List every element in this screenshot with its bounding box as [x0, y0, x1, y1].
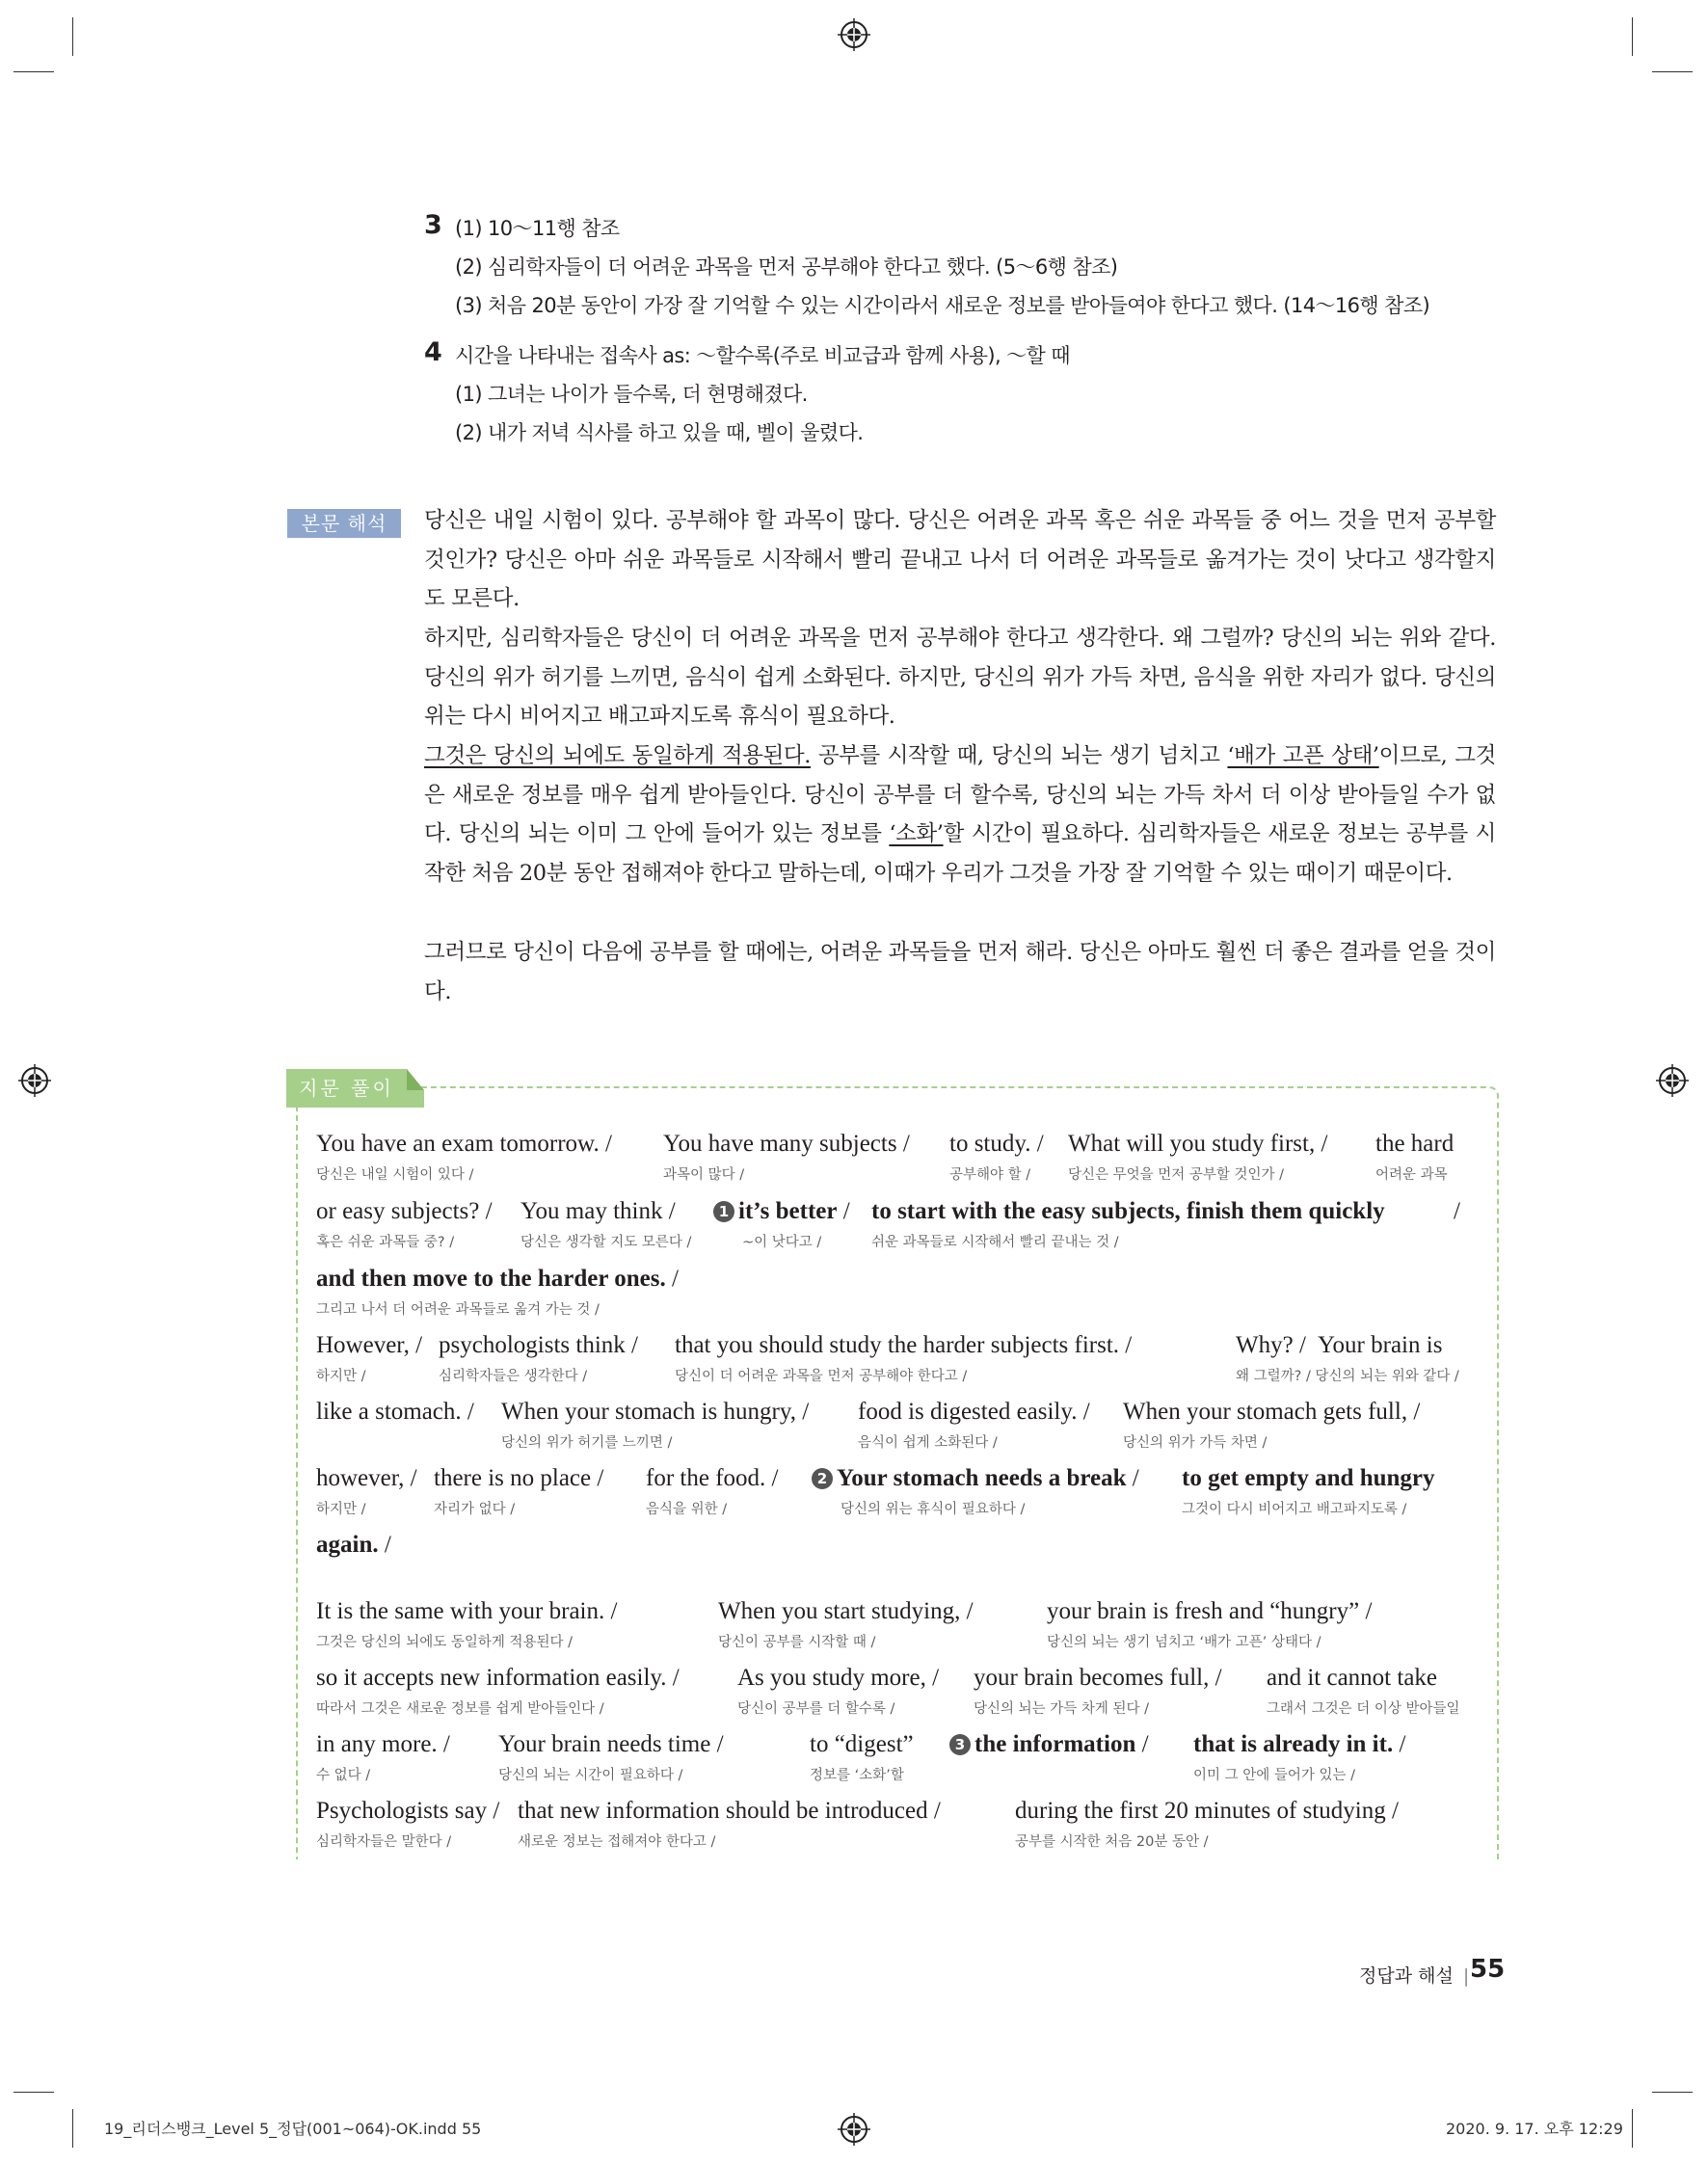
registration-mark-icon: [838, 18, 870, 51]
gloss: 당신의 위는 휴식이 필요하다 /: [841, 1502, 1026, 1517]
underlined-text: 그것은 당신의 뇌에도 동일하게 적용된다.: [424, 743, 811, 768]
underlined-text: ‘소화’: [889, 821, 944, 847]
phrase: your brain is fresh and “hungry” /: [1047, 1598, 1373, 1624]
phrase: Why? /: [1236, 1332, 1306, 1358]
phrase: When you start studying, /: [718, 1598, 974, 1624]
gloss: 음식을 위한 /: [646, 1502, 728, 1517]
phrase: As you study more, /: [737, 1665, 940, 1691]
crop-mark: [72, 2109, 73, 2148]
phrase: and then move to the harder ones. /: [316, 1266, 679, 1292]
gloss: 당신이 공부를 더 할수록 /: [737, 1701, 895, 1717]
phrase: 3 the information /: [949, 1731, 1149, 1758]
phrase: again. /: [316, 1532, 391, 1558]
answer-line: (1) 그녀는 나이가 들수록, 더 현명해졌다.: [455, 383, 808, 406]
gloss: 심리학자들은 생각한다 /: [439, 1369, 588, 1384]
phrase: to start with the easy subjects, finish them quickly: [871, 1198, 1385, 1224]
phrase: 2 Your stomach needs a break /: [812, 1465, 1139, 1492]
phrase: that new information should be introduced /: [518, 1798, 941, 1824]
phrase: to study. /: [949, 1131, 1044, 1157]
file-slug: 19_리더스뱅크_Level 5_정답(001~064)-OK.indd 55: [104, 2120, 482, 2138]
crop-mark: [13, 2092, 54, 2093]
gloss: 새로운 정보는 접해져야 한다고 /: [518, 1834, 716, 1850]
section-title: 정답과 해설 |: [1359, 1965, 1470, 1987]
crop-mark: [1652, 2092, 1693, 2093]
circle-number-icon: 3: [949, 1734, 971, 1755]
answer-number: 4: [424, 337, 442, 367]
phrase: in any more. /: [316, 1731, 450, 1757]
phrase: You have an exam tomorrow. /: [316, 1131, 612, 1157]
circle-number-icon: 2: [812, 1468, 833, 1489]
phrase: or easy subjects? /: [316, 1198, 493, 1224]
gloss: 당신의 위가 허기를 느끼면 /: [501, 1435, 673, 1451]
gloss: 왜 그럴까? / 당신의 뇌는 위와 같다 /: [1236, 1369, 1459, 1384]
gloss: 당신이 공부를 시작할 때 /: [718, 1635, 876, 1650]
phrase: Your brain needs time /: [498, 1731, 724, 1757]
gloss: 당신의 위가 가득 차면 /: [1123, 1435, 1268, 1451]
phrase: that you should study the harder subjects first. /: [675, 1332, 1133, 1358]
gloss: 정보를 ‘소화’할: [810, 1768, 904, 1783]
gloss: ~이 낫다고 /: [742, 1235, 822, 1250]
gloss: 그리고 나서 더 어려운 과목들로 옮겨 가는 것 /: [316, 1302, 600, 1318]
registration-mark-icon: [838, 2113, 870, 2146]
translation-paragraph: 당신은 내일 시험이 있다. 공부해야 할 과목이 많다. 당신은 어려운 과목 혹은 쉬운 과목들 중 어느 것을 먼저 공부할 것인가? 당신은 아마 쉬운 과목들로 시작해서 빨리 끝내고 나서 더 어려운 과목들로 옮겨가는 것이 낫다고 생각할지도 모른다.: [424, 508, 1496, 612]
phrase: Your brain is: [1318, 1332, 1443, 1358]
gloss: 쉬운 과목들로 시작해서 빨리 끝내는 것 /: [871, 1235, 1119, 1250]
gloss: 당신은 내일 시험이 있다 /: [316, 1167, 474, 1183]
phrase: You may think /: [520, 1198, 676, 1224]
gloss: 공부를 시작한 처음 20분 동안 /: [1015, 1834, 1209, 1850]
phrase: You have many subjects /: [663, 1131, 910, 1157]
circle-number-icon: 1: [713, 1201, 734, 1222]
phrase: that is already in it. /: [1193, 1731, 1406, 1757]
translation-paragraph: 그것은 당신의 뇌에도 동일하게 적용된다. 공부를 시작할 때, 당신의 뇌는 생기 넘치고 ‘배가 고픈 상태’이므로, 그것은 새로운 정보를 매우 쉽게 받아들인다. 당신이 공부를 더 할수록, 당신의 뇌는 가득 차서 더 이상 받아들일 수가 없다. 당신의 뇌는 이미 그 안에 들어가 있는 정보를 ‘소화’할 시간이 필요하다. 심리학자들은 새로운 정보는 공부를 시작한 처음 20분 동안 접해져야 한다고 말하는데, 이때가 우리가 그것을 가장 잘 기억할 수 있는 때이기 때문이다.: [424, 743, 1496, 887]
gloss: 따라서 그것은 새로운 정보를 쉽게 받아들인다 /: [316, 1701, 604, 1717]
phrase: and it cannot take: [1267, 1665, 1438, 1691]
gloss: 당신은 생각할 지도 모른다 /: [520, 1235, 692, 1250]
registration-mark-icon: [1656, 1064, 1689, 1097]
phrase: your brain becomes full, /: [974, 1665, 1222, 1691]
answer-line: (1) 10～11행 참조: [455, 217, 620, 240]
gloss: 그래서 그것은 더 이상 받아들일: [1267, 1701, 1460, 1717]
gloss: 음식이 쉽게 소화된다 /: [858, 1435, 998, 1451]
gloss: 자리가 없다 /: [434, 1502, 516, 1517]
gloss: 당신은 무엇을 먼저 공부할 것인가 /: [1068, 1167, 1285, 1183]
gloss: 당신의 뇌는 가득 차게 된다 /: [974, 1701, 1150, 1717]
gloss: 심리학자들은 말한다 /: [316, 1834, 452, 1850]
phrase: like a stomach. /: [316, 1399, 474, 1425]
phrase: Psychologists say /: [316, 1798, 500, 1824]
phrase: 1 it’s better /: [713, 1198, 850, 1225]
phrase: What will you study first, /: [1068, 1131, 1328, 1157]
crop-mark: [1652, 71, 1693, 72]
phrase: for the food. /: [646, 1465, 779, 1491]
phrase: psychologists think /: [439, 1332, 638, 1358]
gloss: 수 없다 /: [316, 1768, 371, 1783]
phrase: When your stomach gets full, /: [1123, 1399, 1421, 1425]
phrase: However, /: [316, 1332, 423, 1358]
phrase: however, /: [316, 1465, 417, 1491]
gloss: 혹은 쉬운 과목들 중? /: [316, 1235, 455, 1250]
translation-paragraph: 하지만, 심리학자들은 당신이 더 어려운 과목을 먼저 공부해야 한다고 생각한다. 왜 그럴까? 당신의 뇌는 위와 같다. 당신의 위가 허기를 느끼면, 음식이 쉽게 소화된다. 하지만, 당신의 위가 가득 차면, 음식을 위한 자리가 없다. 당신의 위는 다시 비어지고 배고파지도록 휴식이 필요하다.: [424, 626, 1496, 730]
gloss: 이미 그 안에 들어가 있는 /: [1193, 1768, 1356, 1783]
gloss: 당신의 뇌는 생기 넘치고 ‘배가 고픈’ 상태다 /: [1047, 1635, 1321, 1650]
gloss: 공부해야 할 /: [949, 1167, 1031, 1183]
phrase: the hard: [1375, 1131, 1454, 1157]
answer-line: (2) 심리학자들이 더 어려운 과목을 먼저 공부해야 한다고 했다. (5～6행 참조): [455, 255, 1118, 279]
crop-mark: [13, 71, 54, 72]
answer-line: 시간을 나타내는 접속사 as: ～할수록(주로 비교급과 함께 사용), ～할 때: [455, 344, 1070, 367]
phrase: so it accepts new information easily. /: [316, 1665, 680, 1691]
registration-mark-icon: [18, 1064, 51, 1097]
phrase: there is no place /: [434, 1465, 604, 1491]
page-number: 55: [1470, 1955, 1506, 1984]
gloss: 하지만 /: [316, 1502, 366, 1517]
phrase: It is the same with your brain. /: [316, 1598, 618, 1624]
phrase: food is digested easily. /: [858, 1399, 1090, 1425]
phrase: to “digest”: [810, 1731, 914, 1757]
phrase: /: [1454, 1198, 1460, 1224]
gloss: 어려운 과목: [1375, 1167, 1448, 1183]
gloss: 당신의 뇌는 시간이 필요하다 /: [498, 1768, 683, 1783]
answer-number: 3: [424, 210, 442, 240]
gloss: 당신이 더 어려운 과목을 먼저 공부해야 한다고 /: [675, 1369, 968, 1384]
underlined-text: ‘배가 고픈 상태’: [1227, 743, 1379, 768]
answer-line: (3) 처음 20분 동안이 가장 잘 기억할 수 있는 시간이라서 새로운 정보를 받아들여야 한다고 했다. (14～16행 참조): [455, 294, 1430, 317]
translation-label: 본문 해석: [287, 509, 401, 538]
answer-line: (2) 내가 저녁 식사를 하고 있을 때, 벨이 울렸다.: [455, 421, 864, 444]
phrase: to get empty and hungry: [1182, 1465, 1435, 1491]
crop-mark: [1632, 2109, 1633, 2148]
phrase: When your stomach is hungry, /: [501, 1399, 810, 1425]
date-slug: 2020. 9. 17. 오후 12:29: [1446, 2120, 1623, 2138]
crop-mark: [72, 17, 73, 56]
gloss: 하지만 /: [316, 1369, 366, 1384]
gloss: 그것이 다시 비어지고 배고파지도록 /: [1182, 1502, 1407, 1517]
passage-label: 지문 풀이: [299, 1077, 394, 1100]
gloss: 그것은 당신의 뇌에도 동일하게 적용된다 /: [316, 1635, 574, 1650]
gloss: 과목이 많다 /: [663, 1167, 745, 1183]
phrase: during the first 20 minutes of studying /: [1015, 1798, 1399, 1824]
translation-paragraph: 그러므로 당신이 다음에 공부를 할 때에는, 어려운 과목들을 먼저 해라. 당신은 아마도 훨씬 더 좋은 결과를 얻을 것이다.: [424, 940, 1496, 1004]
crop-mark: [1632, 17, 1633, 56]
